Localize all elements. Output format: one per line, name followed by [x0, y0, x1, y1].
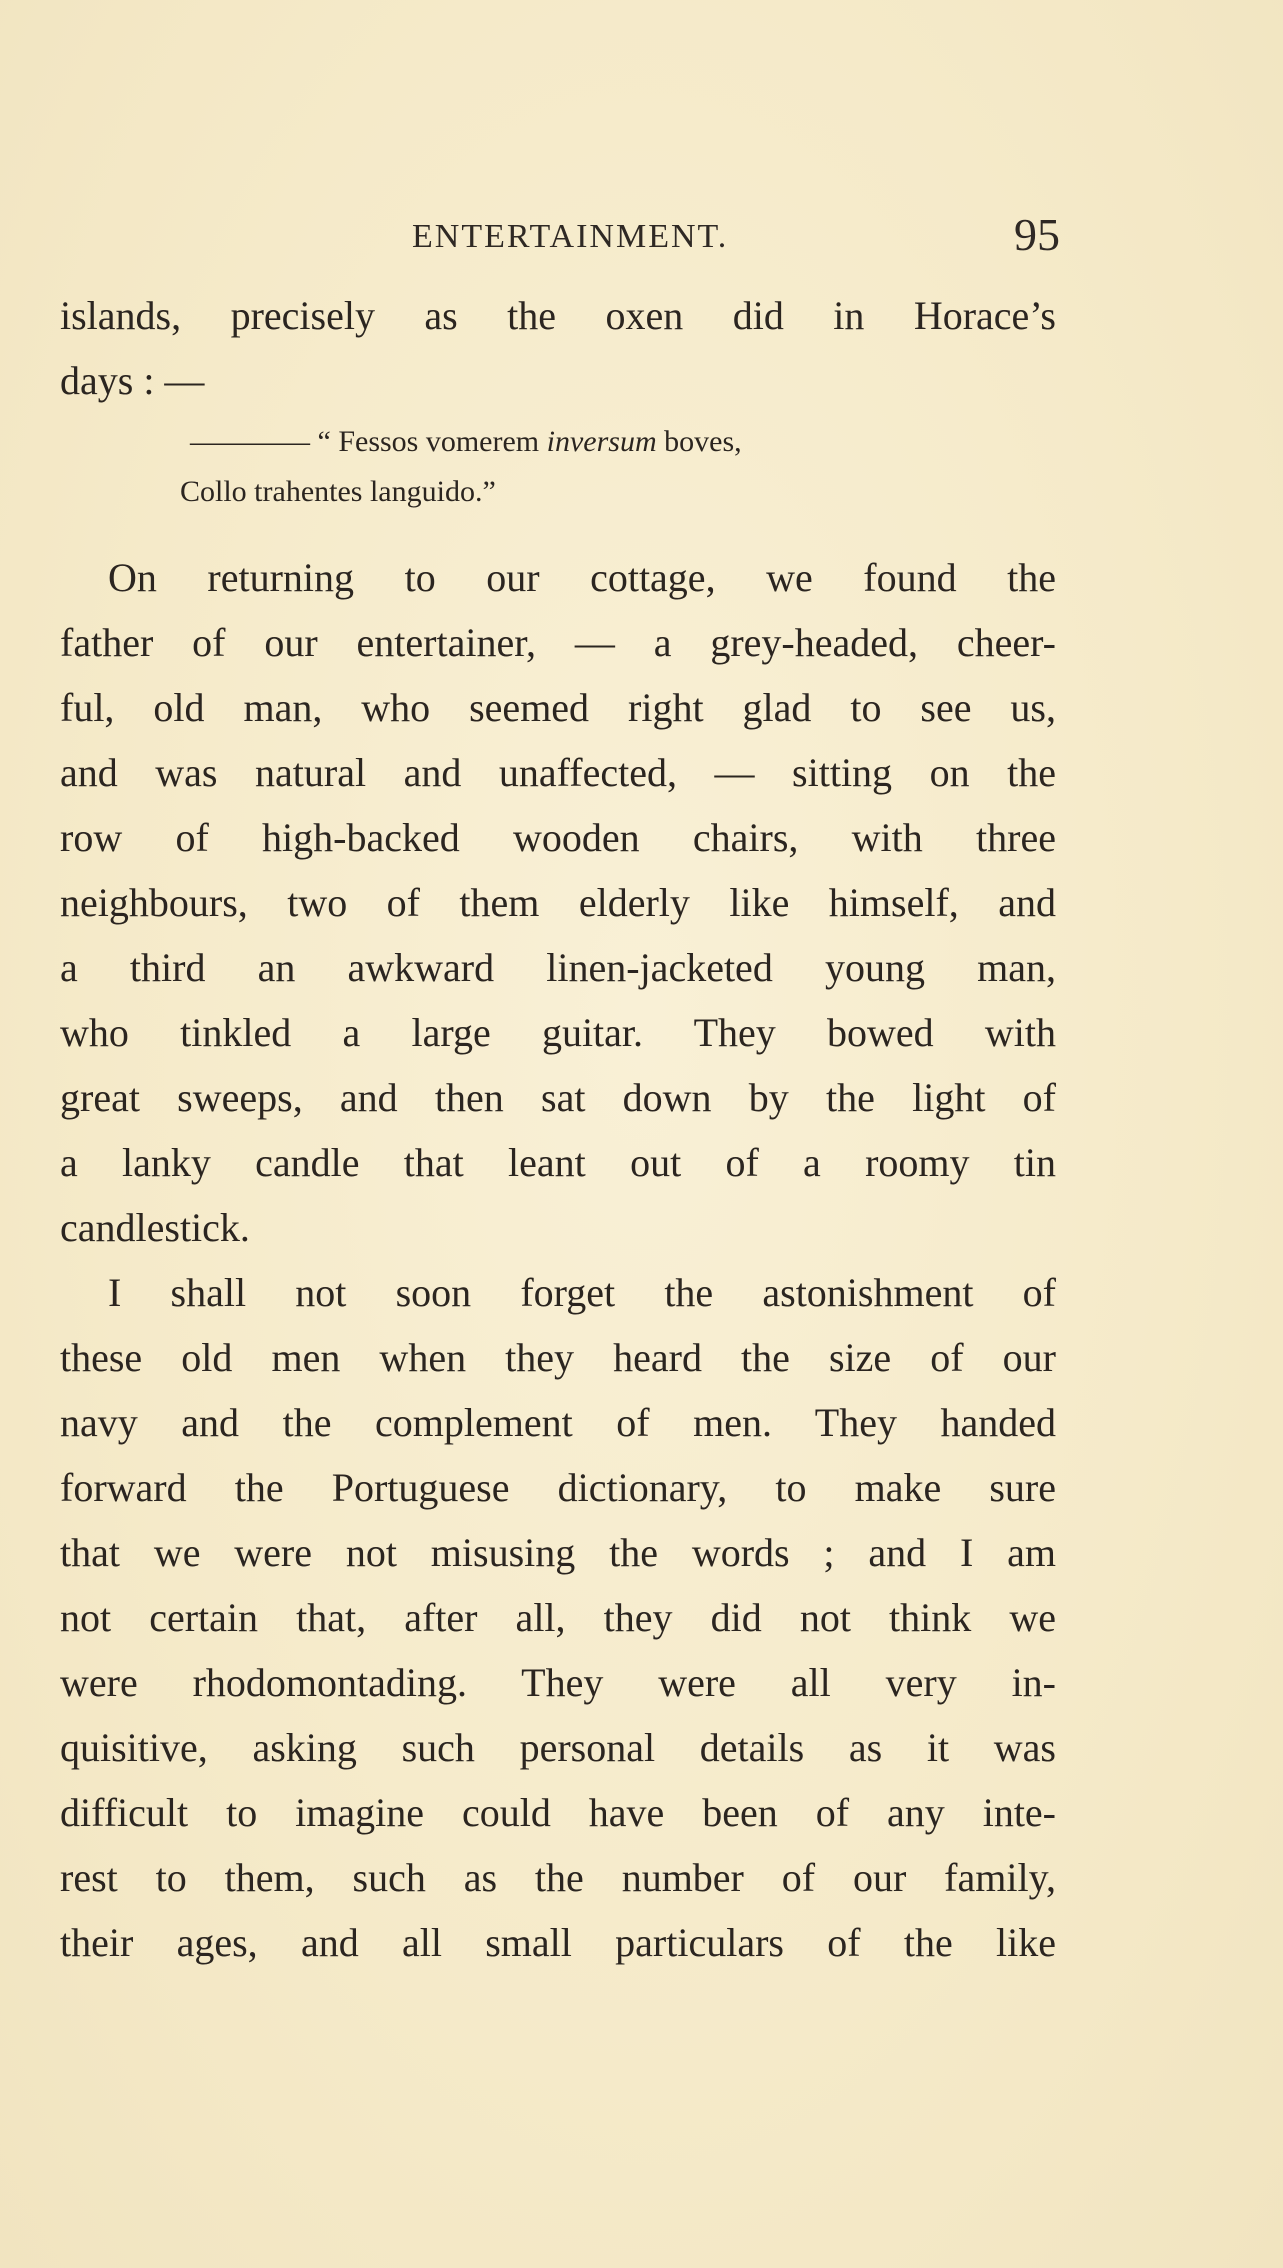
text-line: their ages, and all small particulars of the like [60, 1920, 1056, 1965]
running-head [60, 208, 1060, 268]
quote-line-1 [190, 420, 742, 464]
chapter-title: ENTERTAINMENT. [412, 218, 729, 255]
text-line: were rhodomontading. They were all very in- [60, 1660, 1056, 1705]
text-line: forward the Portuguese dictionary, to make sure [60, 1465, 1056, 1510]
text-line: a third an awkward linen-jacketed young man, [60, 945, 1056, 990]
text-line: a lanky candle that leant out of a roomy tin [60, 1140, 1056, 1185]
text-line: neighbours, two of them elderly like himself, and [60, 880, 1056, 925]
text-line: islands, precisely as the oxen did in Horace’s [60, 293, 1056, 338]
text-line: quisitive, asking such personal details as it was [60, 1725, 1056, 1770]
text-line: that we were not misusing the words ; and I am [60, 1530, 1056, 1575]
text-line: not certain that, after all, they did not think we [60, 1595, 1056, 1640]
page-number: 95 [1014, 209, 1060, 260]
quote-italic-word: inversum [546, 425, 657, 458]
text-line: father of our entertainer, — a grey-headed, cheer- [60, 620, 1056, 665]
quote-text: boves, [656, 425, 742, 458]
quote-line-2: Collo trahentes languido.” [180, 475, 496, 508]
text-line: great sweeps, and then sat down by the light of [60, 1075, 1056, 1120]
text-line: row of high-backed wooden chairs, with three [60, 815, 1056, 860]
text-line: On returning to our cottage, we found the [108, 555, 1056, 600]
text-line: rest to them, such as the number of our family, [60, 1855, 1056, 1900]
text-line: candlestick. [60, 1205, 250, 1250]
text-line: navy and the complement of men. They handed [60, 1400, 1056, 1445]
text-line: ful, old man, who seemed right glad to see us, [60, 685, 1056, 730]
text-line: who tinkled a large guitar. They bowed with [60, 1010, 1056, 1055]
quote-text: ———— “ Fessos vomerem [190, 425, 547, 458]
text-line: difficult to imagine could have been of any inte- [60, 1790, 1056, 1835]
text-line: and was natural and unaffected, — sitting on the [60, 750, 1056, 795]
text-line: days : — [60, 358, 205, 403]
text-line: I shall not soon forget the astonishment of [108, 1270, 1056, 1315]
text-line: these old men when they heard the size of our [60, 1335, 1056, 1380]
